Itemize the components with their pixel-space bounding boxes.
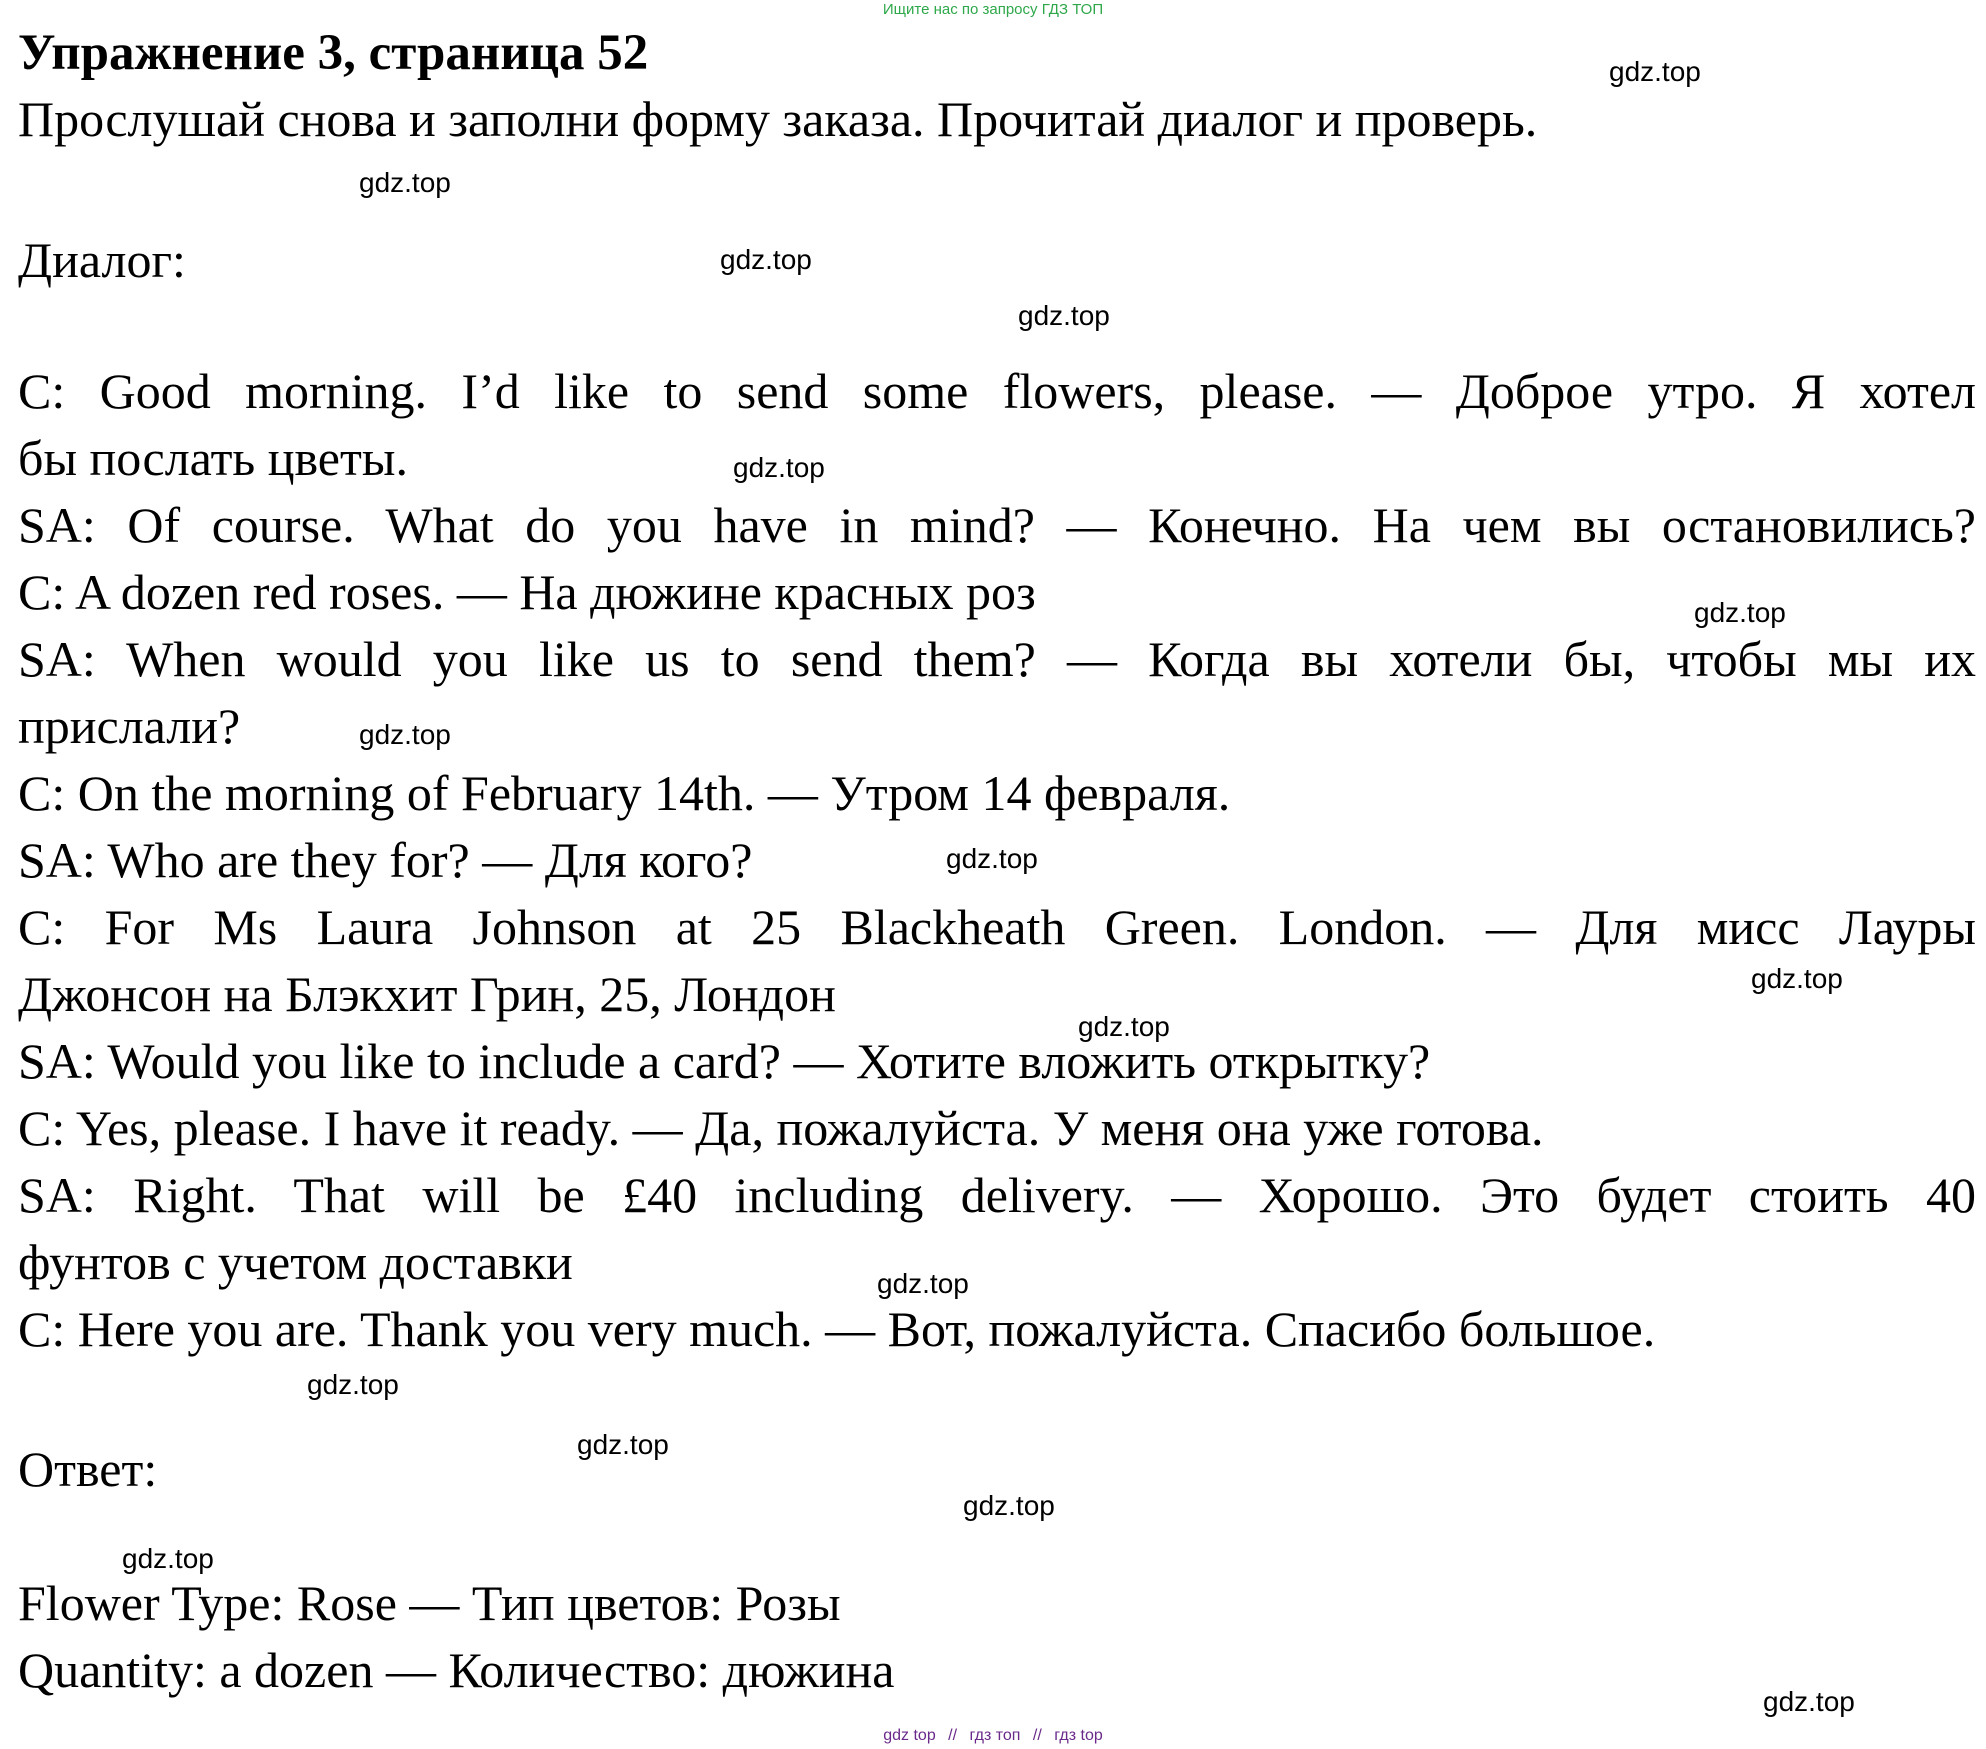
dialog-line: SA: When would you like us to send them? — Когда вы хотели бы, чтобы мы их [18, 631, 1976, 687]
bottom-links [0, 1727, 1986, 1745]
watermark: gdz.top [122, 1543, 214, 1574]
page-title: Упражнение 3, страница 52 [18, 25, 649, 81]
watermark: gdz.top [1018, 300, 1110, 331]
dialog-line: бы послать цветы. [18, 430, 408, 486]
bottom-link[interactable]: gdz top [883, 1727, 936, 1744]
watermark: gdz.top [733, 452, 825, 483]
dialog-line: C: Good morning. I’d like to send some flowers, please. — Доброе утро. Я хотел [18, 363, 1976, 419]
watermark: gdz.top [877, 1268, 969, 1299]
watermark: gdz.top [963, 1490, 1055, 1521]
watermark: gdz.top [1694, 597, 1786, 628]
dialog-line: SA: Would you like to include a card? — Хотите вложить открытку? [18, 1033, 1431, 1089]
answer-line: Quantity: a dozen — Количество: дюжина [18, 1642, 895, 1698]
bottom-separator: // [1032, 1727, 1042, 1744]
answer-heading: Ответ: [18, 1441, 158, 1497]
watermark: gdz.top [307, 1369, 399, 1400]
dialog-line: фунтов с учетом доставки [18, 1234, 573, 1290]
bottom-separator: // [948, 1727, 958, 1744]
dialog-line: SA: Right. That will be £40 including delivery. — Хорошо. Это будет стоить 40 [18, 1167, 1976, 1223]
watermark: gdz.top [946, 843, 1038, 874]
watermark: gdz.top [720, 244, 812, 275]
dialog-line: SA: Who are they for? — Для кого? [18, 832, 753, 888]
dialog-line: C: A dozen red roses. — На дюжине красных роз [18, 564, 1036, 620]
dialog-line: SA: Of course. What do you have in mind? — Конечно. На чем вы остановились? [18, 497, 1976, 553]
dialog-line: C: On the morning of February 14th. — Утром 14 февраля. [18, 765, 1231, 821]
dialog-heading: Диалог: [18, 232, 186, 288]
answer-line: Flower Type: Rose — Тип цветов: Розы [18, 1575, 841, 1631]
watermark: gdz.top [359, 167, 451, 198]
watermark: gdz.top [1751, 963, 1843, 994]
dialog-line: C: Yes, please. I have it ready. — Да, пожалуйста. У меня она уже готова. [18, 1100, 1544, 1156]
dialog-line: C: Here you are. Thank you very much. — Вот, пожалуйста. Спасибо большое. [18, 1301, 1656, 1357]
dialog-line: прислали? [18, 698, 241, 754]
task-text: Прослушай снова и заполни форму заказа. Прочитай диалог и проверь. [18, 91, 1538, 147]
bottom-link[interactable]: гдз top [1054, 1727, 1103, 1744]
search-banner: Ищите нас по запросу ГДЗ ТОП [882, 1, 1104, 18]
dialog-line: Джонсон на Блэкхит Грин, 25, Лондон [18, 966, 836, 1022]
bottom-link[interactable]: гдз топ [969, 1727, 1021, 1744]
dialog-line: C: For Ms Laura Johnson at 25 Blackheath Green. London. — Для мисс Лауры [18, 899, 1976, 955]
watermark: gdz.top [1763, 1686, 1855, 1717]
watermark: gdz.top [359, 719, 451, 750]
watermark: gdz.top [1609, 56, 1701, 87]
watermark: gdz.top [577, 1429, 669, 1460]
watermark: gdz.top [1078, 1011, 1170, 1042]
